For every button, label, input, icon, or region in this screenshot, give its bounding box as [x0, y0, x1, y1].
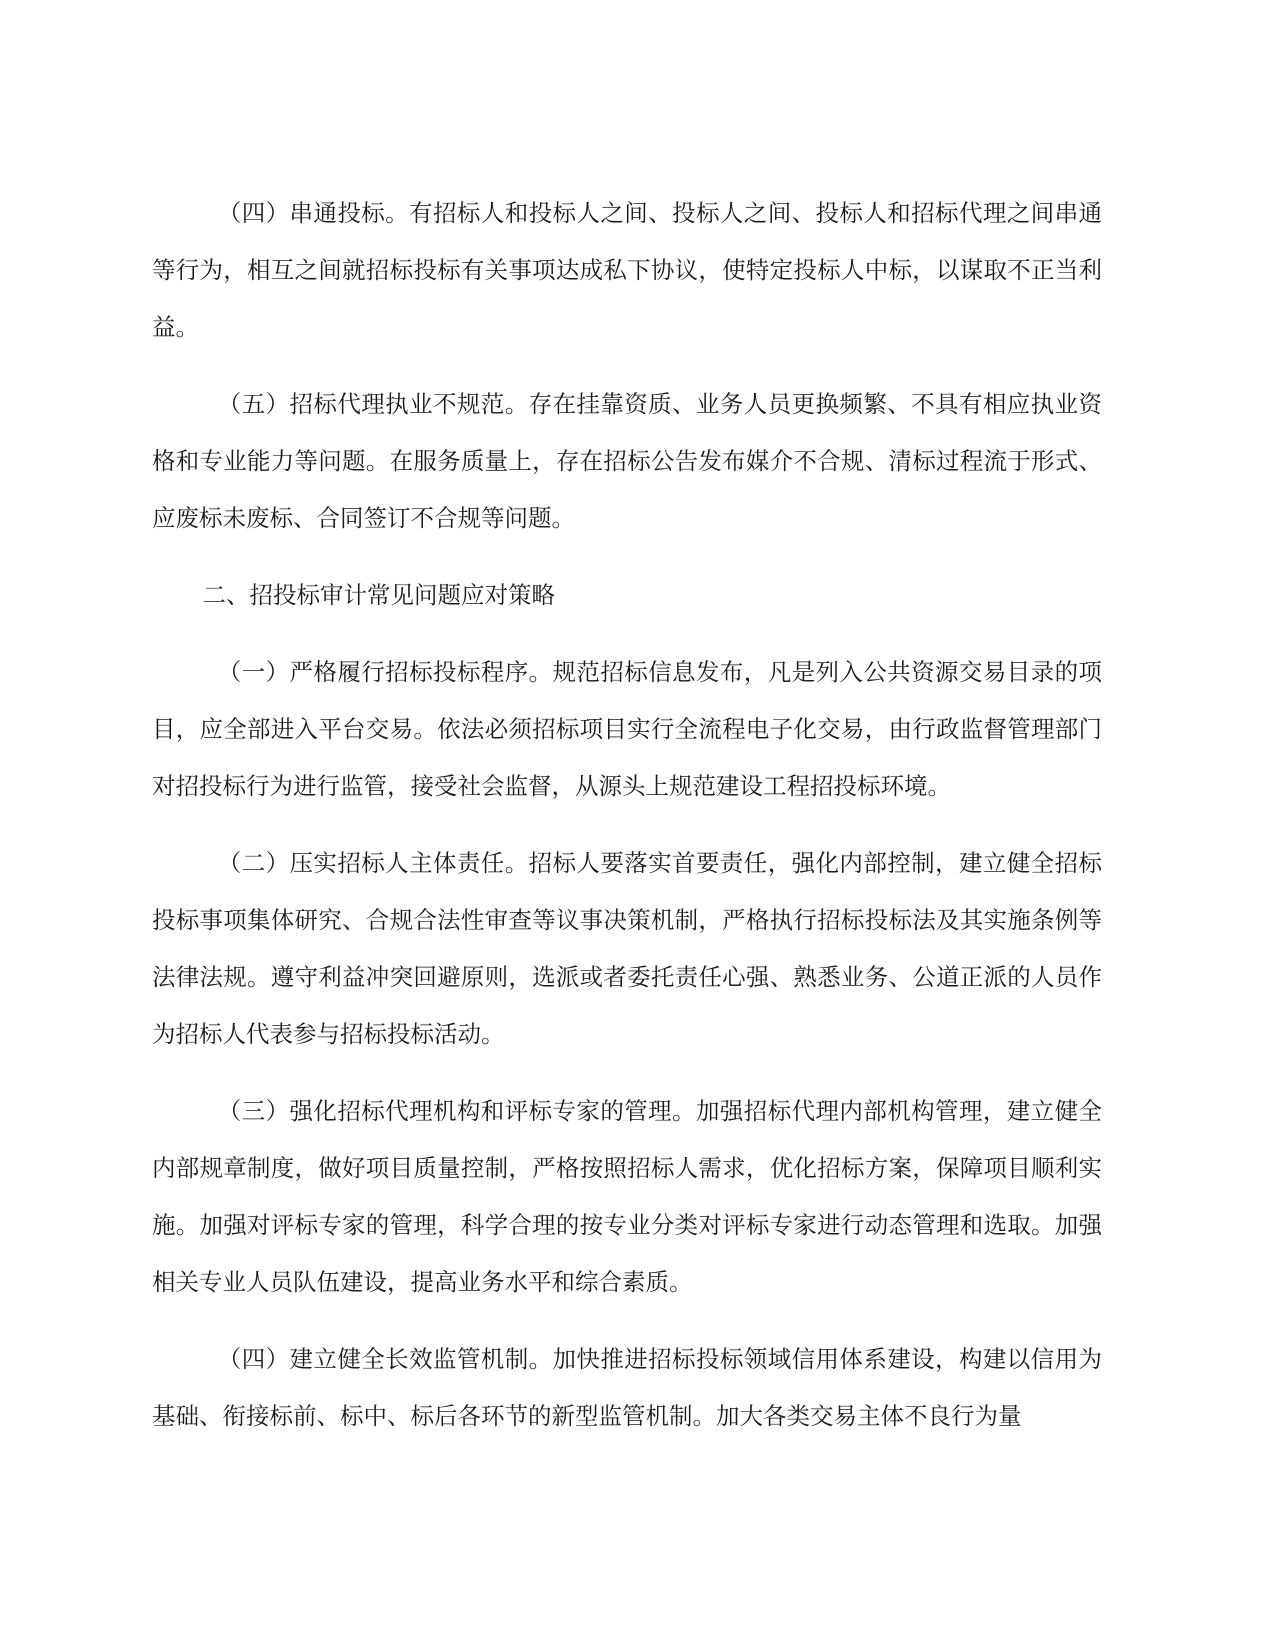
- document-body: [152, 185, 1102, 1465]
- paragraph-agency-irregularities: （五）招标代理执业不规范。存在挂靠资质、业务人员更换频繁、不具有相应执业资格和专业能力等问题。在服务质量上，存在招标公告发布媒介不合规、清标过程流于形式、应废标未废标、合同签订不合规等问题。: [152, 390, 1102, 532]
- paragraph-strict-procedure: （一）严格履行招标投标程序。规范招标信息发布，凡是列入公共资源交易目录的项目，应全部进入平台交易。依法必须招标项目实行全流程电子化交易，由行政监督管理部门对招投标行为进行监管，接受社会监督，从源头上规范建设工程招投标环境。: [152, 658, 1102, 800]
- paragraph-agency-expert-management: （三）强化招标代理机构和评标专家的管理。加强招标代理内部机构管理，建立健全内部规章制度，做好项目质量控制，严格按照招标人需求，优化招标方案，保障项目顺利实施。加强对评标专家的管理，科学合理的按专业分类对评标专家进行动态管理和选取。加强相关专业人员队伍建设，提高业务水平和综合素质。: [152, 1097, 1102, 1296]
- paragraph-tenderer-responsibility: （二）压实招标人主体责任。招标人要落实首要责任，强化内部控制，建立健全招标投标事项集体研究、合规合法性审查等议事决策机制，严格执行招标投标法及其实施条例等法律法规。遵守利益冲突回避原则，选派或者委托责任心强、熟悉业务、公道正派的人员作为招标人代表参与招标投标活动。: [152, 849, 1102, 1048]
- paragraph-collusive-bidding: （四）串通投标。有招标人和投标人之间、投标人之间、投标人和招标代理之间串通等行为，相互之间就招标投标有关事项达成私下协议，使特定投标人中标，以谋取不正当利益。: [152, 199, 1102, 341]
- section-heading: 二、招投标审计常见问题应对策略: [202, 581, 556, 609]
- paragraph-supervision-mechanism: （四）建立健全长效监管机制。加快推进招标投标领域信用体系建设，构建以信用为基础、衔接标前、标中、标后各环节的新型监管机制。加大各类交易主体不良行为量: [152, 1345, 1102, 1430]
